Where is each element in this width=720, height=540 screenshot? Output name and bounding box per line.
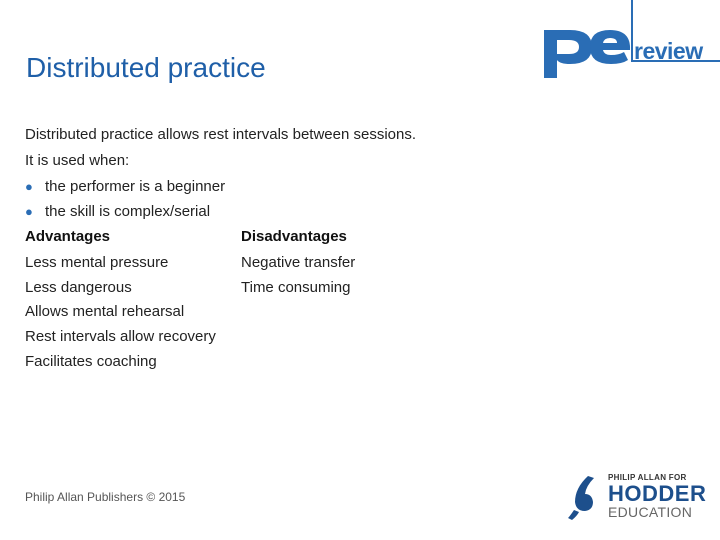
review-wordmark: review (634, 38, 703, 64)
used-when-text: It is used when: (25, 152, 130, 169)
disadvantage-item: Negative transfer (241, 254, 356, 271)
copyright-footer: Philip Allan Publishers © 2015 (25, 490, 186, 504)
bullet-dot-icon: ● (25, 179, 33, 194)
advantage-item: Rest intervals allow recovery (25, 328, 216, 345)
advantage-item: Allows mental rehearsal (25, 303, 185, 320)
bullet-text: the skill is complex/serial (45, 203, 211, 220)
advantages-heading: Advantages (25, 228, 111, 245)
hodder-quote-icon (566, 472, 606, 522)
hodder-line-2: HODDER (608, 481, 707, 506)
pe-review-logo (540, 0, 720, 84)
advantage-item: Facilitates coaching (25, 353, 157, 370)
slide-title: Distributed practice (26, 52, 266, 83)
bullet-text: the performer is a beginner (45, 178, 226, 195)
hodder-line-3: EDUCATION (608, 504, 693, 520)
disadvantages-heading: Disadvantages (241, 228, 347, 245)
intro-text: Distributed practice allows rest intervals between sessions. (25, 126, 417, 143)
bullet-item (25, 203, 210, 221)
disadvantage-item: Time consuming (241, 279, 351, 296)
bullet-item (25, 178, 225, 196)
hodder-line-1: PHILIP ALLAN FOR (608, 473, 687, 482)
bullet-dot-icon: ● (25, 204, 33, 219)
advantage-item: Less mental pressure (25, 254, 169, 271)
advantage-item: Less dangerous (25, 279, 132, 296)
hodder-education-logo (566, 472, 706, 522)
